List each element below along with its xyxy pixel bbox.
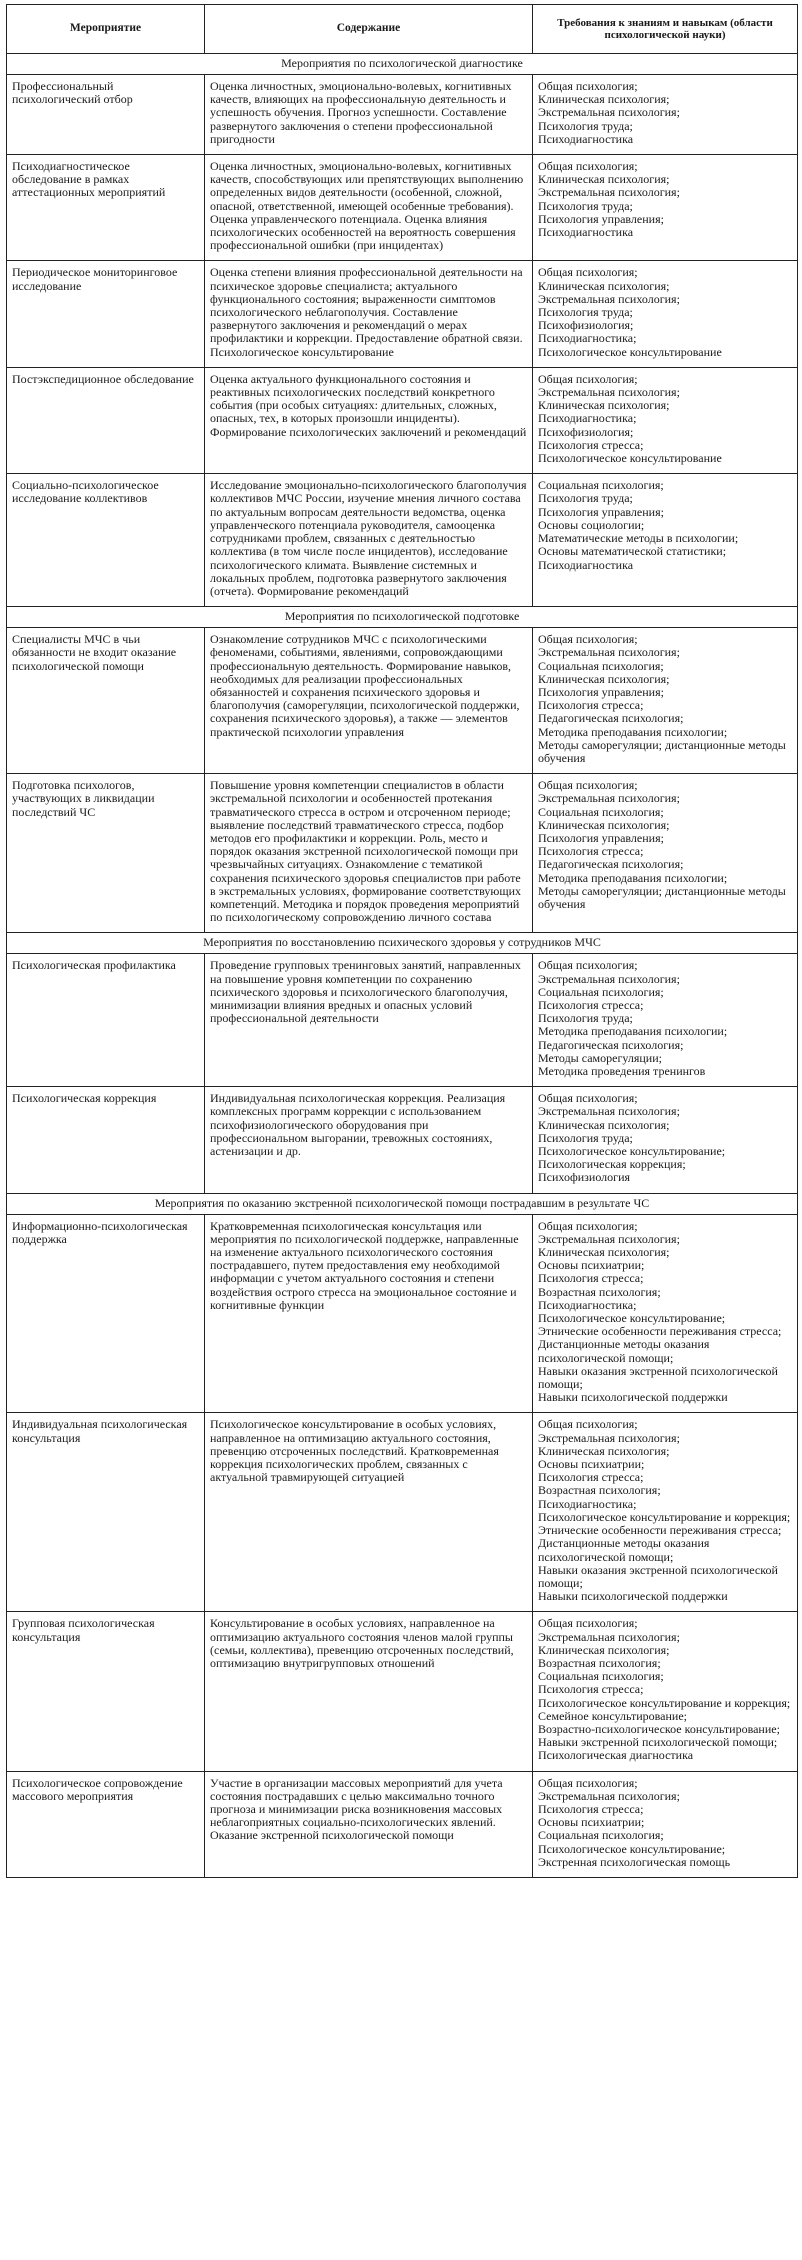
content-cell: Оценка личностных, эмоционально-волевых, когнитивных качеств, влияющих на профессиональную деятельность и успешность обучения. Прогноз успешности. Составление развернутого заключения о степени профессиональной пригодности xyxy=(205,75,533,155)
header-activity: Мероприятие xyxy=(7,5,205,54)
table-row xyxy=(7,628,798,774)
activity-cell: Постэкспедиционное обследование xyxy=(7,367,205,473)
header-content: Содержание xyxy=(205,5,533,54)
requirements-cell: Общая психология; Экстремальная психология; Клиническая психология; Возрастная психология; Социальная психология; Психология стресса; Психологическое консультирование и коррекция; Семейное консультирование; Возрастно-психологическое консультирование; Навыки экстренной психологической помощи; Психологическая диагностика xyxy=(533,1612,798,1771)
table-row xyxy=(7,1771,798,1877)
table-row xyxy=(7,367,798,473)
activity-cell: Профессиональный психологический отбор xyxy=(7,75,205,155)
activities-table xyxy=(6,4,798,1878)
table-body xyxy=(7,54,798,1878)
content-cell: Участие в организации массовых мероприятий для учета состояния пострадавших с целью максимально точного прогноза и минимизации риска возникновения массовых неблагоприятных социально-психологических явлений. Оказание экстренной психологической помощи xyxy=(205,1771,533,1877)
requirements-cell: Социальная психология; Психология труда; Психология управления; Основы социологии; Математические методы в психологии; Основы математической статистики; Психодиагностика xyxy=(533,474,798,607)
activity-cell: Периодическое мониторинговое исследование xyxy=(7,261,205,367)
section-row xyxy=(7,933,798,954)
section-title: Мероприятия по психологической подготовке xyxy=(7,607,798,628)
requirements-cell: Общая психология; Экстремальная психология; Психология стресса; Основы психиатрии; Социальная психология; Психологическое консультирование; Экстренная психологическая помощь xyxy=(533,1771,798,1877)
section-row xyxy=(7,54,798,75)
section-title: Мероприятия по психологической диагностике xyxy=(7,54,798,75)
table-row xyxy=(7,1087,798,1193)
section-title: Мероприятия по восстановлению психического здоровья у сотрудников МЧС xyxy=(7,933,798,954)
table-row xyxy=(7,1612,798,1771)
content-cell: Повышение уровня компетенции специалистов в области экстремальной психологии и особенностей протекания травматического стресса в остром и отсроченном периоде; выявление последствий травматического стресса, подбор методов его профилактики и коррекции. Роль, место и порядок оказания экстренной психологической помощи при чрезвычайных ситуациях. Ознакомление с тематикой сохранения психического здоровья специалистов при работе в экстремальных условиях, формирование соответствующих компетенций. Методика и порядок проведения мероприятий по психологическому сопровождению личного состава xyxy=(205,774,533,933)
requirements-cell: Общая психология; Клиническая психология; Экстремальная психология; Психология труда; Психодиагностика xyxy=(533,75,798,155)
requirements-cell: Общая психология; Экстремальная психология; Клиническая психология; Основы психиатрии; Психология стресса; Возрастная психология; Психодиагностика; Психологическое консультирование; Этнические особенности переживания стресса; Дистанционные методы оказания психологической помощи; Навыки оказания экстренной психологической помощи; Навыки психологической поддержки xyxy=(533,1214,798,1413)
header-requirements: Требования к знаниям и навыкам (области психологической науки) xyxy=(533,5,798,54)
table-row xyxy=(7,261,798,367)
content-cell: Кратковременная психологическая консультация или мероприятия по психологической поддержке, направленные на изменение актуального психологического состояния пострадавшего, путем предоставления ему необходимой информации с учетом актуального состояния и степени воздействия острого стресса на эмоциональное состояние и когнитивные функции xyxy=(205,1214,533,1413)
table-row xyxy=(7,155,798,261)
content-cell: Оценка актуального функционального состояния и реактивных психологических последствий конкретного события (при особых ситуациях: длительных, сложных, опасных, тех, в которых произошли инциденты). Формирование психологических заключений и рекомендаций xyxy=(205,367,533,473)
content-cell: Психологическое консультирование в особых условиях, направленное на оптимизацию актуального состояния, превенцию отсроченных последствий. Кратковременная коррекция психологических проблем, связанных с актуальной травмирующей ситуацией xyxy=(205,1413,533,1612)
content-cell: Индивидуальная психологическая коррекция. Реализация комплексных программ коррекции с использованием психофизиологического оборудования при профессиональном выгорании, тревожных состояниях, астенизации и др. xyxy=(205,1087,533,1193)
activity-cell: Психодиагностическое обследование в рамках аттестационных мероприятий xyxy=(7,155,205,261)
activity-cell: Подготовка психологов, участвующих в ликвидации последствий ЧС xyxy=(7,774,205,933)
activity-cell: Информационно-психологическая поддержка xyxy=(7,1214,205,1413)
requirements-cell: Общая психология; Экстремальная психология; Клиническая психология; Психология труда; Психологическое консультирование; Психологическая коррекция; Психофизиология xyxy=(533,1087,798,1193)
content-cell: Консультирование в особых условиях, направленное на оптимизацию актуального состояния членов малой группы (семьи, коллектива), превенцию отсроченных последствий, оптимизацию внутригрупповых отношений xyxy=(205,1612,533,1771)
table-row xyxy=(7,1214,798,1413)
requirements-cell: Общая психология; Экстремальная психология; Клиническая психология; Основы психиатрии; Психология стресса; Возрастная психология; Психодиагностика; Психологическое консультирование и коррекция; Этнические особенности переживания стресса; Дистанционные методы оказания психологической помощи; Навыки оказания экстренной психологической помощи; Навыки психологической поддержки xyxy=(533,1413,798,1612)
activity-cell: Групповая психологическая консультация xyxy=(7,1612,205,1771)
section-row xyxy=(7,607,798,628)
table-row xyxy=(7,1413,798,1612)
table-header-row xyxy=(7,5,798,54)
activity-cell: Социально-психологическое исследование коллективов xyxy=(7,474,205,607)
requirements-cell: Общая психология; Экстремальная психология; Социальная психология; Клиническая психология; Психология управления; Психология стресса; Педагогическая психология; Методика преподавания психологии; Методы саморегуляции; дистанционные методы обучения xyxy=(533,774,798,933)
requirements-cell: Общая психология; Клиническая психология; Экстремальная психология; Психология труда; Психофизиология; Психодиагностика; Психологическое консультирование xyxy=(533,261,798,367)
requirements-cell: Общая психология; Экстремальная психология; Социальная психология; Клиническая психология; Психология управления; Психология стресса; Педагогическая психология; Методика преподавания психологии; Методы саморегуляции; дистанционные методы обучения xyxy=(533,628,798,774)
requirements-cell: Общая психология; Экстремальная психология; Социальная психология; Психология стресса; Психология труда; Методика преподавания психологии; Педагогическая психология; Методы саморегуляции; Методика проведения тренингов xyxy=(533,954,798,1087)
section-row xyxy=(7,1193,798,1214)
table-row xyxy=(7,774,798,933)
table-row xyxy=(7,474,798,607)
content-cell: Оценка личностных, эмоционально-волевых, когнитивных качеств, способствующих или препятствующих выполнению определенных видов деятельности (особенной, сложной, опасной, ответственной, имеющей особенные требования). Оценка управленческого потенциала. Оценка влияния психологических особенностей на вероятность совершения профессиональной ошибки (при инцидентах) xyxy=(205,155,533,261)
table-row xyxy=(7,954,798,1087)
activity-cell: Психологическая коррекция xyxy=(7,1087,205,1193)
content-cell: Оценка степени влияния профессиональной деятельности на психическое здоровье специалиста; актуального функционального состояния; выраженности симптомов психологического неблагополучия. Составление развернутого заключения и рекомендаций о мерах профилактики и коррекции. Предоставление обратной связи. Психологическое консультирование xyxy=(205,261,533,367)
content-cell: Ознакомление сотрудников МЧС с психологическими феноменами, событиями, явлениями, сопровождающими профессиональную деятельность. Формирование навыков, необходимых для реализации профессиональных обязанностей и сохранения психического здоровья и благополучия (саморегуляции, психологической поддержки, сохранения психического здоровья), а также — элементов практической психологии управления xyxy=(205,628,533,774)
activity-cell: Специалисты МЧС в чьи обязанности не входит оказание психологической помощи xyxy=(7,628,205,774)
section-title: Мероприятия по оказанию экстренной психологической помощи пострадавшим в результате ЧС xyxy=(7,1193,798,1214)
activity-cell: Психологическое сопровождение массового мероприятия xyxy=(7,1771,205,1877)
activity-cell: Индивидуальная психологическая консультация xyxy=(7,1413,205,1612)
table-row xyxy=(7,75,798,155)
content-cell: Исследование эмоционально-психологического благополучия коллективов МЧС России, изучение мнения личного состава по актуальным вопросам деятельности ведомства, оценка управленческого потенциала руководителя, самооценка сотрудниками проблем, связанных с деятельностью коллектива (в том числе после инцидентов), исследование психологического климата. Выявление системных и локальных проблем, подготовка развернутого заключения (отчета). Формирование рекомендаций xyxy=(205,474,533,607)
content-cell: Проведение групповых тренинговых занятий, направленных на повышение уровня компетенции по сохранению психического здоровья и психологического благополучия, минимизации влияния вредных и опасных условий профессиональной деятельности xyxy=(205,954,533,1087)
requirements-cell: Общая психология; Клиническая психология; Экстремальная психология; Психология труда; Психология управления; Психодиагностика xyxy=(533,155,798,261)
activity-cell: Психологическая профилактика xyxy=(7,954,205,1087)
requirements-cell: Общая психология; Экстремальная психология; Клиническая психология; Психодиагностика; Психофизиология; Психология стресса; Психологическое консультирование xyxy=(533,367,798,473)
